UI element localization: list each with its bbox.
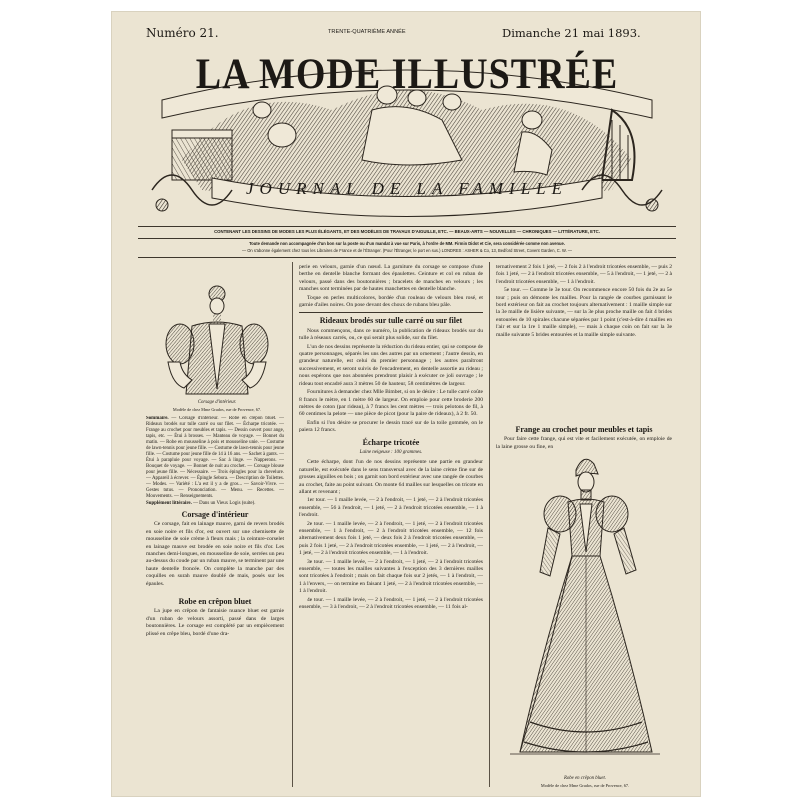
- divider: [138, 257, 676, 258]
- body-paragraph: Enfin si l'on désire se procurer le dessin tracé sur de la toile gommée, on le paiera 12 francs.: [299, 419, 483, 434]
- body-paragraph: 5e tour. — Comme le 3e tour. On recommence encore 50 fois du 2e au 5e tour ; puis on démonte les mailles. Pour la rangée de courbes garnissant le bord extérieur on fait au crochet toujours alternativement : 1 maille simple sur la 3e maille de lisière suivante, — sur la 3e plus proche maille on fait 4 brides entourées de 10 spirales chacune séparées par 1 point (c'est-à-dire 4 mailles en l'air et sur la 1re 1 maille simple), — mais à chaque coin on fait sur la 3e maille suivante 5 brides entourées et la maille simple suivante.: [496, 287, 672, 338]
- body-paragraph: L'un de nos dessins représente la réduction du rideau entier, qui se compose de quatre personnages, séparés les uns des autres par un ornement ; l'autre dessin, en grandeur naturelle, est celui du premier personnage ; les autres paraîtront successivement, et seront suivis de l'encadrement, en dentelle assortie au rideau ; nous espérons que nos abonnées prendront plaisir à exécuter ce joli ouvrage ; le rideau tout encadré aura 3 mètres 50 de hauteur, 58 centimètres de largeur.: [299, 343, 483, 387]
- corsage-figure-source: Modèle de chez Mme Grados, rue de Provence, 67.: [172, 407, 262, 412]
- section-heading: Écharpe tricotée: [362, 437, 420, 447]
- masthead-title: LA MODE ILLUSTRÉE: [195, 49, 619, 99]
- supplement-paragraph: [146, 501, 284, 507]
- section-heading: Robe en crêpon bluet: [178, 597, 252, 607]
- issue-date: Dimanche 21 mai 1893.: [502, 26, 641, 40]
- body-paragraph: 1er tour. — 1 maille levée, — 2 à l'endroit, — 1 jeté, — 2 à l'endroit tricotées ensemble, — 56 à l'endroit, — 1 jeté, — 2 à l'endroit tricotées ensemble, — 1 à l'endroit.: [299, 497, 483, 519]
- body-paragraph: Pour faire cette frange, qui est vite et facilement exécutée, on emploie de la laine grosse ou fine, en: [496, 436, 672, 450]
- divider: [138, 238, 676, 239]
- issue-number: Numéro 21.: [146, 26, 219, 40]
- body-paragraph: Cette écharpe, dont l'un de nos dessins représente une partie en grandeur naturelle, est exécutée dans le sens transversal avec de la laine crème fine sur de grosses aiguilles en bois ; on garnit son bord extérieur avec une rangée de courbes au crochet, faite au point suivant. On monte 64 mailles sur lesquelles on tricote en allant et revenant ;: [299, 459, 483, 495]
- sommaire-label: Sommaire.: [146, 416, 169, 421]
- corsage-figure-illustration: [152, 284, 282, 396]
- right-column-text: [496, 264, 672, 426]
- supplement-text: — Dans un Vieux Logis (suite).: [193, 501, 256, 506]
- body-paragraph: 4e tour. — 1 maille levée, — 2 à l'endroit, — 1 jeté, — 2 à l'endroit tricotées ensemble, — 3 à l'endroit, — 2 à l'endroit tricotées ensemble, — 11 fois al-: [299, 596, 483, 611]
- year-label: TRENTE-QUATRIÈME ANNÉE: [328, 29, 406, 35]
- column-divider: [489, 262, 490, 787]
- sommaire-paragraph: [146, 416, 284, 500]
- section-heading: Rideaux brodés sur tulle carré ou sur filet: [319, 316, 463, 326]
- body-paragraph: 3e tour. — 1 maille levée, — 2 à l'endroit, — 1 jeté, — 2 à l'endroit tricotées ensemble, — toutes les mailles suivantes à l'exception des 3 dernières mailles sont tricotées à l'endroit ; mais on fait chaque fois sur 2 jetés, — 1 à l'endroit, — 1 à l'envers, — on termine en faisant 1 jeté, — 2 à l'endroit tricotées ensemble, — 1 à l'endroit.: [299, 558, 483, 595]
- section-heading: Frange au crochet pour meubles et tapis: [515, 425, 653, 434]
- supplement-label: Supplément littéraire.: [146, 501, 192, 506]
- robe-figure-illustration: [510, 452, 660, 772]
- corsage-figure-caption: Corsage d'intérieur.: [197, 400, 237, 405]
- tagline: CONTENANT LES DESSINS DE MODES LES PLUS ÉLÉGANTS, ET DES MODÈLES DE TRAVAUX D'AIGUILLE, ETC. — BEAUX-ARTS — NOUVELLES — CHRONIQUES — LITTÉRATURE, ETC.: [214, 229, 600, 234]
- masthead-subtitle: JOURNAL DE LA FAMILLE: [246, 179, 568, 198]
- robe-figure-caption: Robe en crêpon bluet.: [563, 776, 607, 781]
- robe-figure-source: Modèle de chez Mme Grados, rue de Provence, 67.: [540, 783, 630, 788]
- section-heading: Corsage d'intérieur: [181, 510, 249, 519]
- body-paragraph: ternativement 2 fois 1 jeté, — 2 fois 2 à l'endroit tricotées ensemble, — puis 2 fois 1 jeté, — 2 à l'endroit tricotées ensemble, — 5 à l'endroit, — 1 jeté, — 2 à l'endroit tricotées ensemble, — 1 à l'endroit.: [496, 264, 672, 285]
- middle-column-text: [299, 264, 483, 789]
- body-paragraph: 2e tour. — 1 maille levée, — 2 à l'endroit, — 1 jeté, — 2 à l'endroit tricotées ensemble, — 1 à l'endroit, — 2 à l'endroit tricotées ensemble, — 12 fois alternativement deux fois 1 jeté, — deux fois 2 à l'endroit tricotées ensemble, — puis 2 fois 1 jeté, — 2 à l'endroit tricotées ensemble, — 1 jeté, — 2 à l'endroit, — 1 jeté, — 2 à l'endroit tricotées ensemble, — 1 à l'endroit.: [299, 520, 483, 557]
- notice-line-1: Toute demande non accompagnée d'un bon sur la poste ou d'un mandat à vue sur Paris, à l'ordre de MM. Firmin Didot et Cie, sera considérée comme non avenue.: [249, 241, 565, 246]
- notice-line-2: — On s'abonne également chez tous les Libraires de France et de l'Étranger. (Pour l'Étranger, le port en sus.) LONDRES : ASHER & Co, 13, Bedford Street, Covent Garden, C. W. —: [241, 248, 572, 253]
- body-paragraph: perie en velours, garnie d'un nœud. La garniture du corsage se compose d'une berthe en dentelle blanche formant des épaulettes. Ceinture et col en ruban de velours, passé dans des boutonnières ; bracelets de manches en velours ; les manches sont terminées par de hautes manchettes en dentelle blanche.: [299, 264, 483, 293]
- section-subheading: Laine neigeuse : 100 grammes.: [359, 449, 423, 455]
- body-paragraph: Fournitures à demander chez Mlle Bimbet, si on le désire : Le tulle carré coûte 8 francs le mètre, en 1 mètre 60 de largeur. On emploie pour cette broderie 200 mètres de coton (par rideau), à 7 francs les cent mètres — trois pelotons de fil, à 60 centimes la pelote — une pièce de picot (pour la paire de rideaux), à 2 fr. 50.: [299, 389, 483, 418]
- column-divider: [292, 262, 293, 787]
- body-paragraph: Toque en perles multicolores, bordée d'un rouleau de velours bleu rosé, et garnie d'ailes noires. On pose devant des choux de rubans bleu pâle.: [299, 294, 483, 309]
- body-paragraph: Nous commençons, dans ce numéro, la publication de rideaux brodés sur du tulle à réseaux carrés, ou, ce qui serait plus solide, sur du filet.: [299, 327, 483, 342]
- newspaper-page: [112, 12, 700, 796]
- body-paragraph: La jupe en crêpon de fantaisie nuance bluet est garnie d'un ruban de velours assorti, passé dans de larges boutonnières. Le corsage est complété par un empiècement plissé en crêpe bleu, bordé d'une dra-: [146, 608, 284, 637]
- sommaire-text: — Corsage d'intérieur. — Robe en crêpon bluet. — Rideaux brodés sur tulle carré ou sur filet. — Écharpe tricotée. — Frange au crochet pour meubles et tapis. — Dessin ouvert pour ange, tapis, etc. — Étui à brosses. — Manteau de voyage. — Bonnet du matin. — Robe en mousseline à pois et mousseline unie. — Costume de lawn-tennis pour jeune fille. — Costume de lawn-tennis pour jeune fille. — Costume pour jeune fille de 14 à 16 ans. — Sachet à gants. — Étui à parapluie pour voyage. — Sac à linge. — Napperons. — Bouquet de voyage. — Bonnet de nuit au crochet. — Corsage blouse pour jeune fille. — Nécessaire. — Trois épingles pour la chevelure. — Appareil à écrever. — Épingle Sebora. — Description de Toilettes. — Modes. — Variété : L'a est il y a de gros... — Savoir-Vivre. — Gestes tutus. — Prononciation. — Menu. — Recettes. — Mouvements. — Renseignements.: [146, 416, 284, 499]
- body-paragraph: Ce corsage, fait en lainage mauve, garni de revers brodés en soie noire et fils d'or, est ouvert sur une chemisette de mousseline de soie crème à fleurs mais ; la ceinture-corselet en lainage mauve est brodée en soie noire et fils d'or. Les manches demi-longues, en mousseline de soie, serrées un peu au-dessus du coude par un ruban mauve, se terminent par une haute dentelle froncée. On complète la manche par des coquilles en surah mauve doublé de mais, posés sur les épaules.: [146, 521, 284, 587]
- left-column-text: [146, 416, 284, 786]
- divider: [138, 226, 676, 227]
